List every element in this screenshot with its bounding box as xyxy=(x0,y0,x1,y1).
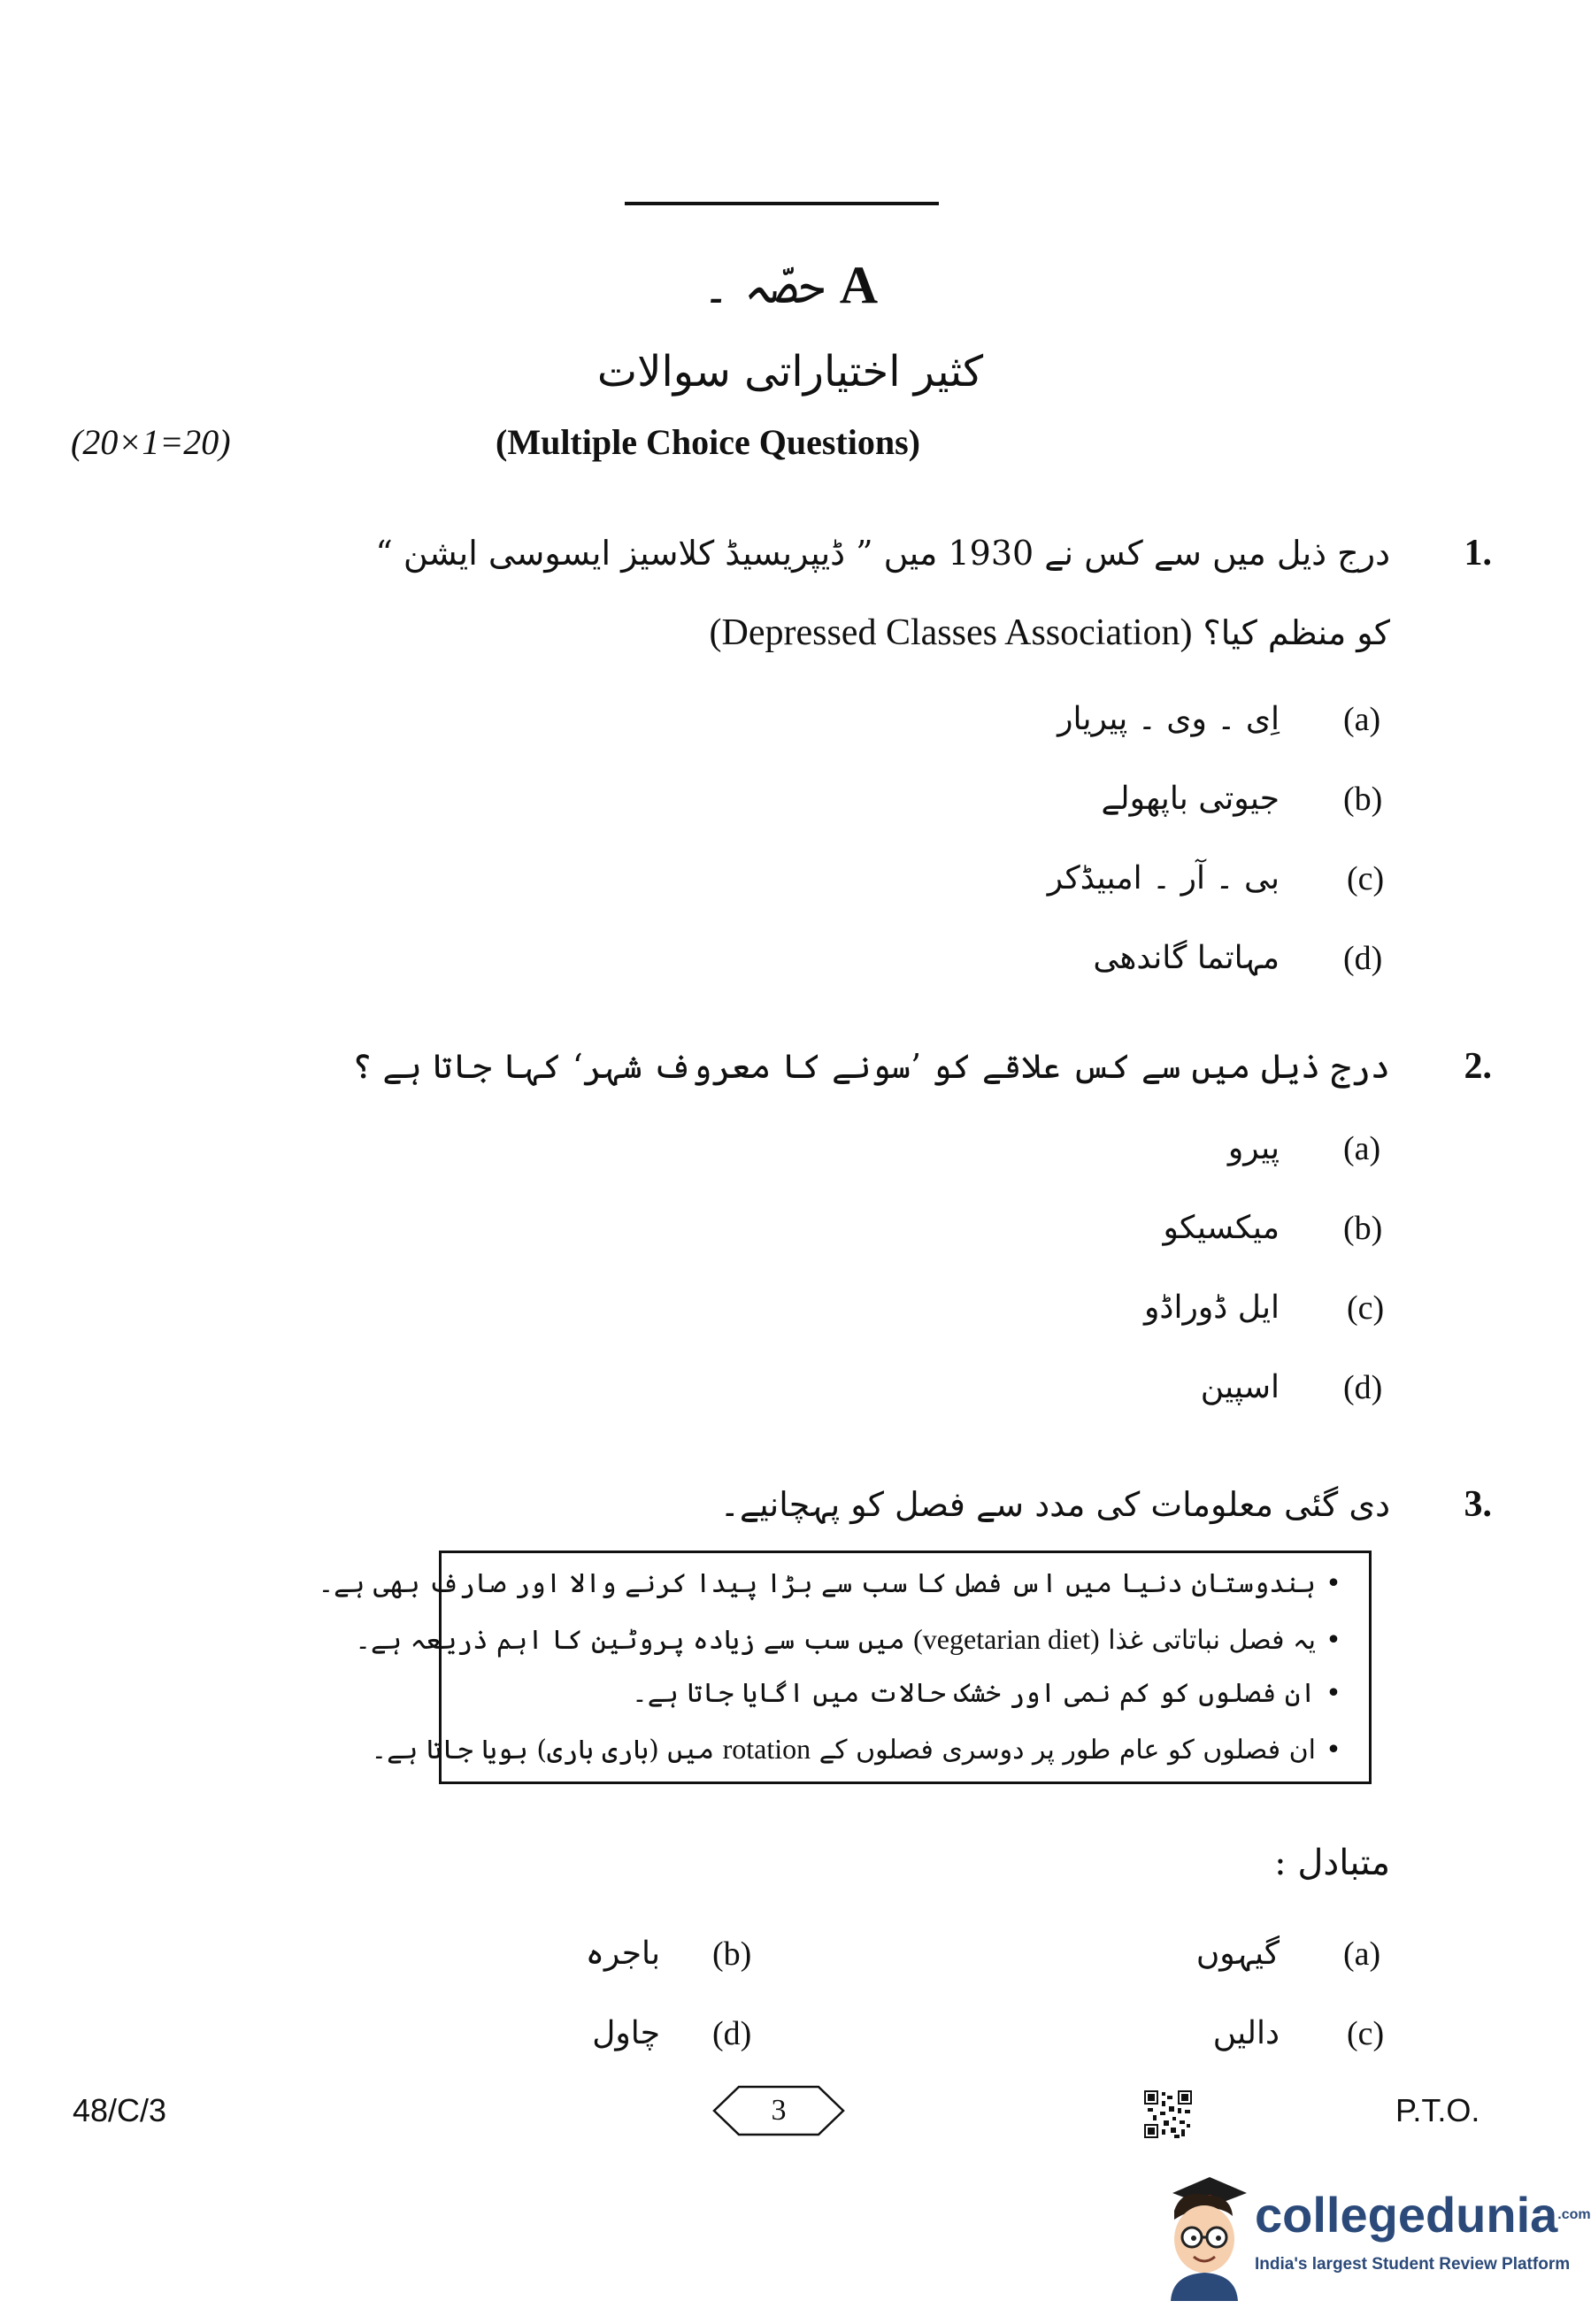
bullet-icon: • xyxy=(1326,1678,1341,1709)
collegedunia-tagline: India's largest Student Review Platform xyxy=(1255,2255,1571,2274)
q2-option-b-text: میکسیکو xyxy=(1163,1210,1280,1246)
question-3-number: 3. xyxy=(1464,1484,1492,1525)
q1-option-a-label: (a) xyxy=(1343,701,1381,738)
clue-line-2-text-post: میں سب سے زیادہ پروٹین کا اہم ذریعہ ہے۔ xyxy=(355,1625,905,1656)
question-1-text-line2-urdu: کو منظم کیا؟ xyxy=(1203,613,1390,652)
brand-dotcom: .com xyxy=(1557,2207,1591,2222)
clue-line-2-english: (vegetarian diet) xyxy=(913,1623,1100,1655)
question-3-text: دی گئی معلومات کی مدد سے فصل کو پہچانیے۔ xyxy=(719,1485,1390,1524)
q2-option-a-label: (a) xyxy=(1343,1130,1381,1167)
q3-option-c-label: (c) xyxy=(1347,2015,1385,2052)
mcq-heading: (Multiple Choice Questions) xyxy=(496,422,920,462)
clue-line-3-text: ان فصلوں کو کم نمی اور خشک حالات میں اگایا جاتا ہے۔ xyxy=(632,1678,1316,1709)
q3-option-d-label: (d) xyxy=(712,2015,752,2052)
question-1-text-line1: درج ذیل میں سے کس نے 1930 میں ” ڈیپریسیڈ کلاسیز ایسوسی ایشن “ xyxy=(375,534,1390,573)
paper-code: 48/C/3 xyxy=(73,2092,167,2128)
q3-option-a-label: (a) xyxy=(1343,1935,1381,1973)
qr-code-icon xyxy=(1144,2090,1192,2138)
clue-line-2-text-pre: یہ فصل نباتاتی غذا xyxy=(1108,1625,1316,1656)
section-letter: A xyxy=(839,256,879,314)
q2-option-d-label: (d) xyxy=(1343,1369,1383,1406)
q2-option-c-label: (c) xyxy=(1347,1289,1385,1327)
q3-option-b-label: (b) xyxy=(712,1935,752,1973)
alternatives-label: متبادل : xyxy=(1274,1843,1390,1883)
q1-option-c-text: بی ۔ آر ۔ امبیڈکر xyxy=(1047,860,1280,897)
brand-name: collegedunia xyxy=(1255,2187,1558,2243)
section-title-urdu: حصّہ ۔ xyxy=(702,261,826,314)
clue-line-4-english: rotation xyxy=(722,1733,811,1765)
q3-option-c-text: دالیں xyxy=(1212,2015,1280,2051)
section-subtitle: کثیر اختیاراتی سوالات xyxy=(596,347,984,396)
q2-option-a-text: پیرو xyxy=(1227,1130,1280,1166)
q1-option-b-label: (b) xyxy=(1343,781,1383,818)
question-1-text-line2-english: (Depressed Classes Association) xyxy=(709,612,1193,653)
q2-option-b-label: (b) xyxy=(1343,1210,1383,1247)
clue-line-4-text-pre: ان فصلوں کو عام طور پر دوسری فصلوں کے xyxy=(819,1735,1316,1766)
q1-option-a-text: اِی ۔ وی ۔ پیریار xyxy=(1057,701,1280,737)
pto-label: P.T.O. xyxy=(1395,2092,1480,2128)
q1-option-b-text: جیوتی باپھولے xyxy=(1101,781,1280,817)
q2-option-c-text: ایل ڈوراڈو xyxy=(1144,1289,1280,1326)
marks-allocation: (20×1=20) xyxy=(71,422,231,462)
section-title xyxy=(0,250,1580,320)
clue-line-1 xyxy=(318,1557,1351,1612)
top-rule xyxy=(625,202,939,205)
q1-option-d-label: (d) xyxy=(1343,940,1383,977)
q3-option-b-text: باجرہ xyxy=(585,1935,660,1972)
collegedunia-brand xyxy=(1255,2184,1591,2246)
clue-line-1-text: ہندوستان دنیا میں اس فصل کا سب سے بڑا پیدا کرنے والا اور صارف بھی ہے۔ xyxy=(318,1568,1316,1599)
bullet-icon: • xyxy=(1326,1568,1341,1599)
clue-line-2 xyxy=(355,1612,1351,1666)
student-mascot-icon xyxy=(1155,2168,1252,2301)
page-number-badge xyxy=(712,2084,845,2137)
question-1-text-line2 xyxy=(710,602,1390,664)
bullet-icon: • xyxy=(1326,1735,1341,1766)
q3-option-d-text: چاول xyxy=(592,2015,660,2051)
clue-box xyxy=(318,1551,1372,1784)
page-number: 3 xyxy=(771,2094,787,2127)
q2-option-d-text: اسپین xyxy=(1200,1369,1280,1405)
question-2-number: 2. xyxy=(1464,1046,1492,1087)
bullet-icon: • xyxy=(1326,1625,1341,1656)
clue-line-3 xyxy=(459,1666,1351,1721)
q1-option-d-text: مہاتما گاندھی xyxy=(1093,940,1280,976)
clue-line-4-text-post: میں (باری باری) بویا جاتا ہے۔ xyxy=(371,1735,715,1766)
q1-option-c-label: (c) xyxy=(1347,860,1385,897)
clue-line-4 xyxy=(371,1721,1351,1776)
question-1-number: 1. xyxy=(1464,533,1492,573)
q3-option-a-text: گیہوں xyxy=(1195,1935,1280,1972)
question-2-text: درج ذیل میں سے کس علاقے کو ’سونے کا معروف شہر‘ کہا جاتا ہے ؟ xyxy=(352,1047,1390,1086)
